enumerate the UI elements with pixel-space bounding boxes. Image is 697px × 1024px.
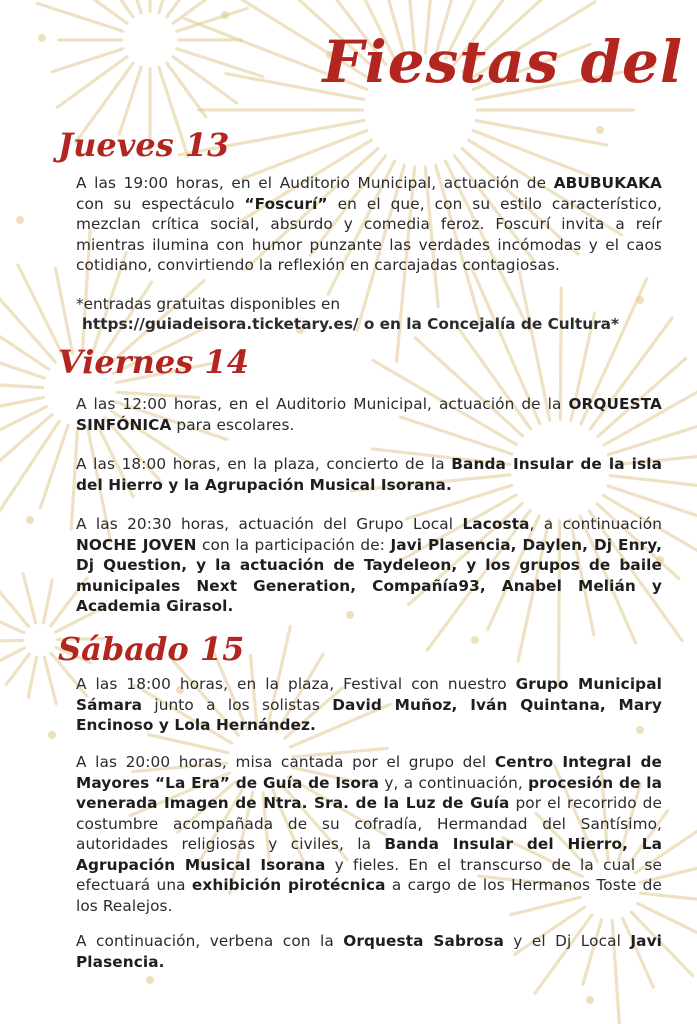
day-heading-jueves: Jueves 13 bbox=[58, 126, 230, 164]
sabado-event-paragraph-3: A continuación, verbena con la Orquesta Sabrosa y el Dj Local Javi Plasencia. bbox=[76, 932, 662, 971]
ticketary-link[interactable]: https://guiadeisora.ticketary.es/ o en la Concejalía de Cultura* bbox=[82, 315, 619, 333]
sabado-event-paragraph-2: A las 20:00 horas, misa cantada por el grupo del Centro Integral de Mayores “La Era” de Guía de Isora y, a continuación, procesión de la venerada Imagen de Ntra. Sra. de la Luz de Guía por el recorrido de costumbre acompañada de su cofradía, Hermandad del Santísimo, autoridades religiosas y civiles, la Banda Insular del Hierro, La Agrupación Musical Isorana y fieles. En el transcurso de la cual se efectuará una exhibición pirotécnica a cargo de los Hermanos Toste de los Realejos. bbox=[76, 753, 663, 915]
jueves-event-paragraph: A las 19:00 horas, en el Auditorio Municipal, actuación de ABUBUKAKA con su espectáculo “Foscurí” en el que, con su estilo característico, mezclan crítica social, absurdo y comedia feroz. Foscurí invita a reír mientras ilumina con humor punzante las verdades incómodas y el caos cotidiano, convirtiendo la reflexión en carcajadas contagiosas. bbox=[76, 174, 662, 274]
page-title: Fiestas del bbox=[322, 28, 683, 96]
viernes-event-paragraph-1: A las 12:00 horas, en el Auditorio Municipal, actuación de la ORQUESTA SINFÓNICA para escolares. bbox=[76, 395, 662, 434]
sabado-event-paragraph-1: A las 18:00 horas, en la plaza, Festival con nuestro Grupo Municipal Sámara junto a los solistas David Muñoz, Iván Quintana, Mary Encinoso y Lola Hernández. bbox=[76, 675, 662, 734]
day-heading-sabado: Sábado 15 bbox=[58, 630, 245, 668]
viernes-event-paragraph-3: A las 20:30 horas, actuación del Grupo Local Lacosta, a continuación NOCHE JOVEN con la participación de: Javi Plasencia, Daylen, Dj Enry, Dj Question, y la actuación de Taydeleon, y los grupos de baile municipales Next Generation, Compañía93, Anabel Melián y Academia Girasol. bbox=[76, 515, 662, 615]
day-heading-viernes: Viernes 14 bbox=[58, 343, 249, 381]
viernes-event-paragraph-2: A las 18:00 horas, en la plaza, concierto de la Banda Insular de la isla del Hierro y la Agrupación Musical Isorana. bbox=[76, 455, 662, 494]
tickets-note: *entradas gratuitas disponibles en bbox=[76, 295, 341, 313]
